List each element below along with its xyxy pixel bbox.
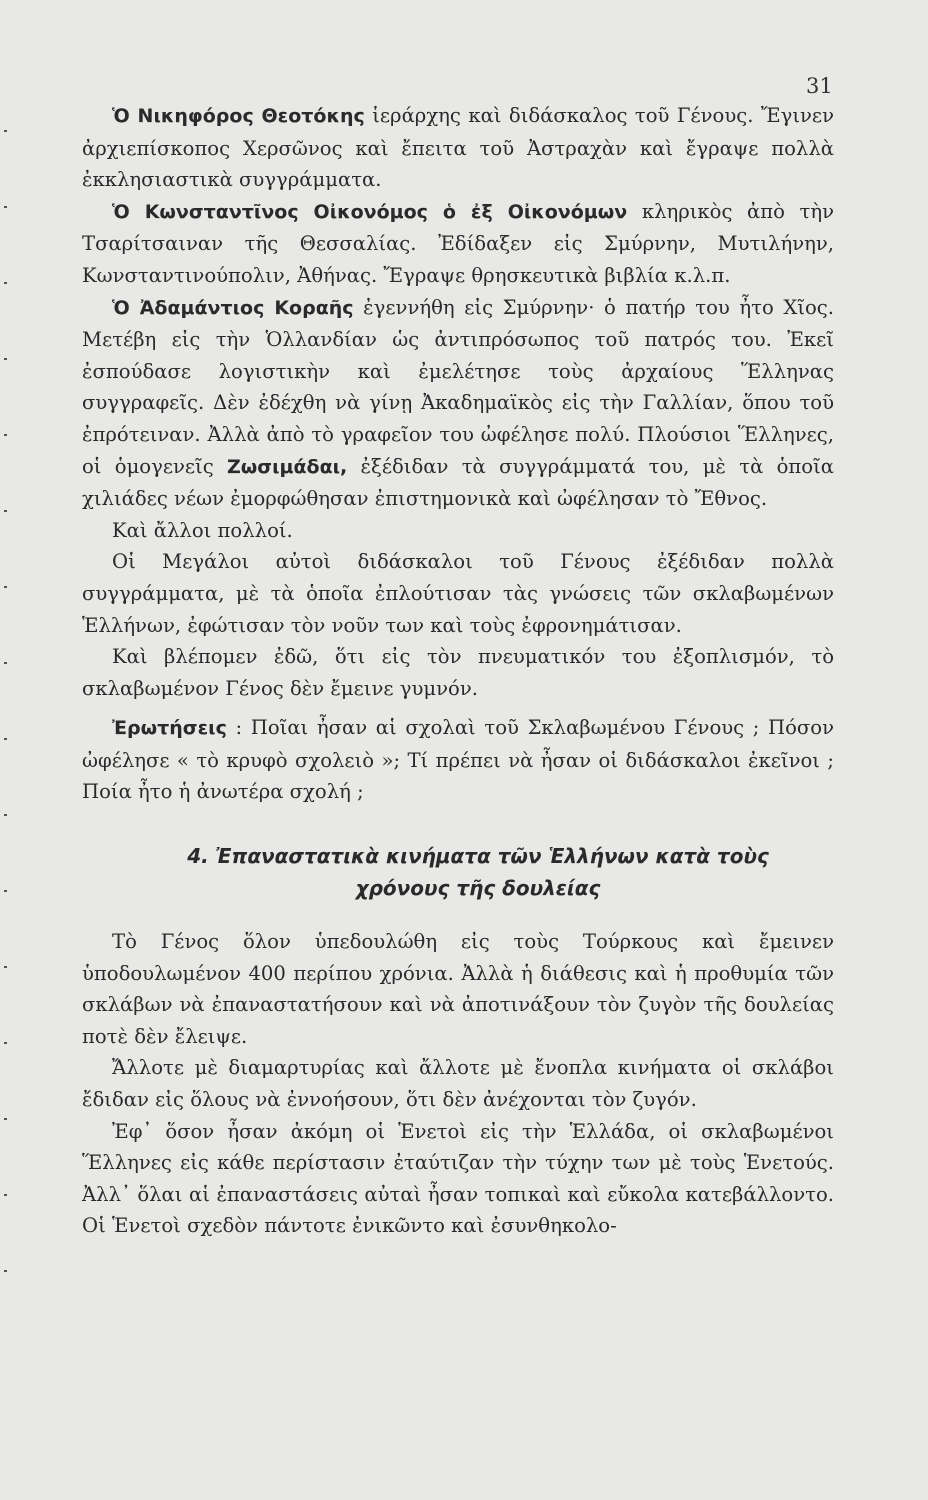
- bold-name: Ζωσιμάδαι,: [226, 455, 348, 478]
- questions-paragraph: [82, 712, 834, 808]
- section-heading-line-2: χρόνους τῆς δουλείας: [355, 876, 601, 901]
- paragraph-text: Καὶ ἄλλοι πολλοί.: [112, 518, 293, 542]
- paragraph-text: κληρικὸς ἀπὸ τὴν Τσαρίτσαιναν τῆς Θεσσαλίας. Ἐδίδαξεν εἰς Σμύρνην, Μυτιλήνην, Κωνσταντινούπολιν, Ἀθήνας. Ἔγραψε θρησκευτικὰ βιβλία κ.λ.π.: [82, 199, 835, 287]
- bold-name: Ὁ Κωνσταντῖνος Οἰκονόμος ὁ ἐξ Οἰκονόμων: [112, 200, 628, 223]
- paragraph: Τὸ Γένος ὅλον ὑπεδουλώθη εἰς τοὺς Τούρκους καὶ ἔμεινεν ὑποδουλωμένον 400 περίπου χρόνια. Ἀλλὰ ἡ διάθεσις καὶ ἡ προθυμία τῶν σκλάβων νὰ ἐπαναστατήσουν καὶ νὰ ἀποτινάξουν τὸν ζυγὸν τῆς δουλείας ποτὲ δὲν ἔλειψε.: [82, 930, 834, 1048]
- margin-edge: [0, 110, 10, 1326]
- paragraph-text: Οἱ Μεγάλοι αὐτοὶ διδάσκαλοι τοῦ Γένους ἐξέδιδαν πολλὰ συγγράμματα, μὲ τὰ ὁποῖα ἐπλούτισαν τὰς γνώσεις τῶν σκλαβωμένων Ἑλλήνων, ἐφώτισαν τὸν νοῦν των καὶ τοὺς ἐφρονημάτισαν.: [82, 550, 834, 637]
- bold-name: Ὁ Νικηφόρος Θεοτόκης: [112, 105, 365, 127]
- questions-text: : Ποῖαι ἦσαν αἱ σχολαὶ τοῦ Σκλαβωμένου Γένους ; Πόσον ὠφέλησε « τὸ κρυφὸ σχολειὸ »; Τί πρέπει νὰ ἦσαν οἱ διδάσκαλοι ἐκεῖνοι ; Ποία ἦτο ἡ ἀνωτέρα σχολή ;: [82, 716, 834, 804]
- paragraph: [82, 641, 834, 704]
- bold-name: Ὁ Ἀδαμάντιος Κοραῆς: [112, 296, 354, 319]
- paragraph: [82, 546, 834, 641]
- paragraph-text: Καὶ βλέπομεν ἐδῶ, ὅτι εἰς τὸν πνευματικόν του ἐξοπλισμόν, τὸ σκλαβωμένον Γένος δὲν ἔμεινε γυμνόν.: [82, 645, 834, 700]
- paragraph-text: ἐγεννήθη εἰς Σμύρνην· ὁ πατήρ του ἦτο Χῖος. Μετέβη εἰς τὴν Ὁλλανδίαν ὡς ἀντιπρόσωπος τοῦ πατρός του. Ἐκεῖ ἐσπούδασε λογιστικὴν καὶ ἐμελέτησε τοὺς ἀρχαίους Ἕλληνας συγγραφεῖς. Δὲν ἐδέχθη νὰ γίνῃ Ἀκαδημαϊκὸς εἰς τὴν Γαλλίαν, ὅπου τοῦ ἐπρότειναν. Ἀλλὰ ἀπὸ τὸ γραφεῖον του ὠφέλησε πολύ. Πλούσιοι Ἕλληνες, οἱ ὁμογενεῖς: [82, 295, 834, 478]
- paragraph: [82, 196, 834, 292]
- page-body: [82, 100, 834, 1242]
- paragraph-text: ἱεράρχης καὶ διδάσκαλος τοῦ Γένους. Ἔγινεν ἀρχιεπίσκοπος Χερσῶνος καὶ ἔπειτα τοῦ Ἀστραχὰν καὶ ἔγραψε πολλὰ ἐκκλησιαστικὰ συγγράμματα.: [82, 104, 834, 192]
- section-heading: [82, 840, 834, 904]
- questions-label: Ἐρωτήσεις: [112, 717, 227, 740]
- paragraph-text: ἐξέδιδαν τὰ συγγράμματά του, μὲ τὰ ὁποῖα χιλιάδες νέων ἐμορφώθησαν ἐπιστημονικὰ καὶ ὠφέλησαν τὸ Ἔθνος.: [82, 454, 834, 511]
- paragraph: Ἄλλοτε μὲ διαμαρτυρίας καὶ ἄλλοτε μὲ ἔνοπλα κινήματα οἱ σκλάβοι ἔδιδαν εἰς ὅλους νὰ ἐννοήσουν, ὅτι δὲν ἀνέχονται τὸν ζυγόν.: [82, 1056, 834, 1112]
- paragraph: [82, 292, 834, 515]
- paragraph: [82, 515, 834, 547]
- section-heading-line-1: 4. Ἐπαναστατικὰ κινήματα τῶν Ἑλλήνων κατὰ τοὺς: [187, 844, 769, 869]
- page-number: 31: [806, 74, 833, 98]
- paragraph: [82, 100, 834, 196]
- paragraph: Ἐφ᾽ ὅσον ἦσαν ἀκόμη οἱ Ἑνετοὶ εἰς τὴν Ἑλλάδα, οἱ σκλαβωμένοι Ἕλληνες εἰς κάθε περίστασιν ἐταύτιζαν τὴν τύχην των μὲ τοὺς Ἑνετούς. Ἀλλ᾽ ὅλαι αἱ ἐπαναστάσεις αὐταὶ ἦσαν τοπικαὶ καὶ εὔκολα κατεβάλλοντο. Οἱ Ἑνετοὶ σχεδὸν πάντοτε ἐνικῶντο καὶ ἐσυνθηκολο-: [82, 1119, 834, 1238]
